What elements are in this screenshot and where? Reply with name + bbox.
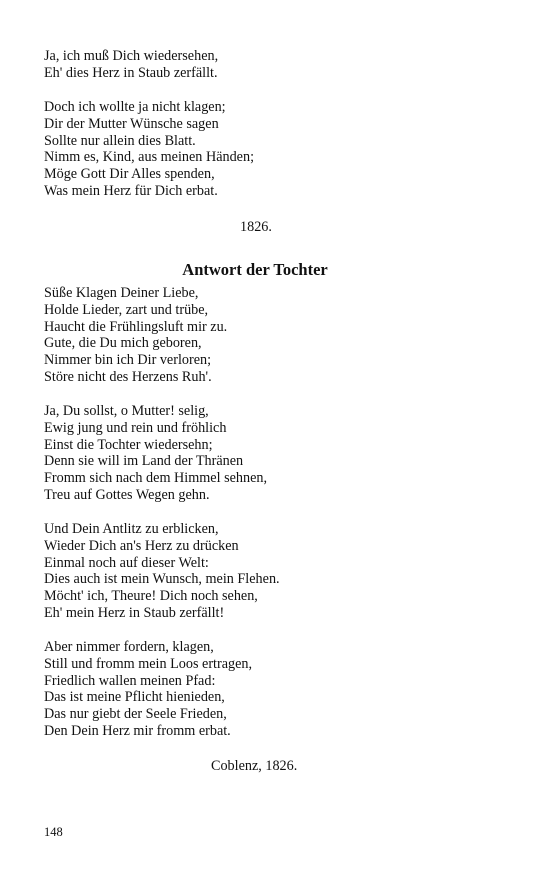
stanza-bottom-2 xyxy=(44,403,504,504)
verse-line: Das nur giebt der Seele Frieden, xyxy=(44,706,227,723)
verse-line: Denn sie will im Land der Thränen xyxy=(44,453,244,470)
verse-line: Und Dein Antlitz zu erblicken, xyxy=(44,521,219,537)
stanza-top-2 xyxy=(44,99,504,200)
verse-line: Nimm es, Kind, aus meinen Händen; xyxy=(44,149,255,166)
stanza-bottom-3 xyxy=(44,521,504,622)
verse-line: Still und fromm mein Loos ertragen, xyxy=(44,655,253,672)
verse-line: Holde Lieder, zart und trübe, xyxy=(44,301,209,318)
verse-line: Nimmer bin ich Dir verloren; xyxy=(44,352,212,369)
verse-line: Aber nimmer fordern, klagen, xyxy=(44,639,214,655)
verse-line: Möge Gott Dir Alles spenden, xyxy=(44,166,215,183)
verse-line: Eh' mein Herz in Staub zerfällt! xyxy=(44,604,225,621)
verse-line: Sollte nur allein dies Blatt. xyxy=(44,132,196,149)
verse-line: Süße Klagen Deiner Liebe, xyxy=(44,285,199,301)
verse-line: Den Dein Herz mir fromm erbat. xyxy=(44,722,231,739)
verse-line: Ewig jung und rein und fröhlich xyxy=(44,419,227,436)
page-number: 148 xyxy=(44,825,63,839)
verse-line: Friedlich wallen meinen Pfad: xyxy=(44,672,216,689)
stanza-bottom-4 xyxy=(44,639,504,740)
verse-line: Haucht die Frühlingsluft mir zu. xyxy=(44,318,228,335)
stanza-top-1 xyxy=(44,48,504,82)
verse-line: Ja, ich muß Dich wiedersehen, xyxy=(44,48,219,64)
verse-line: Treu auf Gottes Wegen gehn. xyxy=(44,486,210,503)
closing-place-date: Coblenz, 1826. xyxy=(211,758,298,774)
verse-line: Einmal noch auf dieser Welt: xyxy=(44,554,209,571)
stanza-bottom-1 xyxy=(44,285,504,386)
verse-line: Gute, die Du mich geboren, xyxy=(44,335,202,352)
verse-line: Einst die Tochter wiedersehn; xyxy=(44,436,213,453)
verse-line: Doch ich wollte ja nicht klagen; xyxy=(44,99,226,115)
poem-title: Antwort der Tochter xyxy=(182,260,328,279)
first-poem-date: 1826. xyxy=(240,219,272,235)
verse-line: Störe nicht des Herzens Ruh'. xyxy=(44,368,212,385)
verse-line: Möcht' ich, Theure! Dich noch sehen, xyxy=(44,588,258,605)
verse-line: Das ist meine Pflicht hienieden, xyxy=(44,689,225,706)
verse-line: Dies auch ist mein Wunsch, mein Flehen. xyxy=(44,571,280,588)
verse-line: Was mein Herz für Dich erbat. xyxy=(44,182,218,199)
verse-line: Wieder Dich an's Herz zu drücken xyxy=(44,537,239,554)
verse-line: Eh' dies Herz in Staub zerfällt. xyxy=(44,64,218,81)
verse-line: Dir der Mutter Wünsche sagen xyxy=(44,115,219,132)
verse-line: Fromm sich nach dem Himmel sehnen, xyxy=(44,470,268,487)
verse-line: Ja, Du sollst, o Mutter! selig, xyxy=(44,403,209,419)
